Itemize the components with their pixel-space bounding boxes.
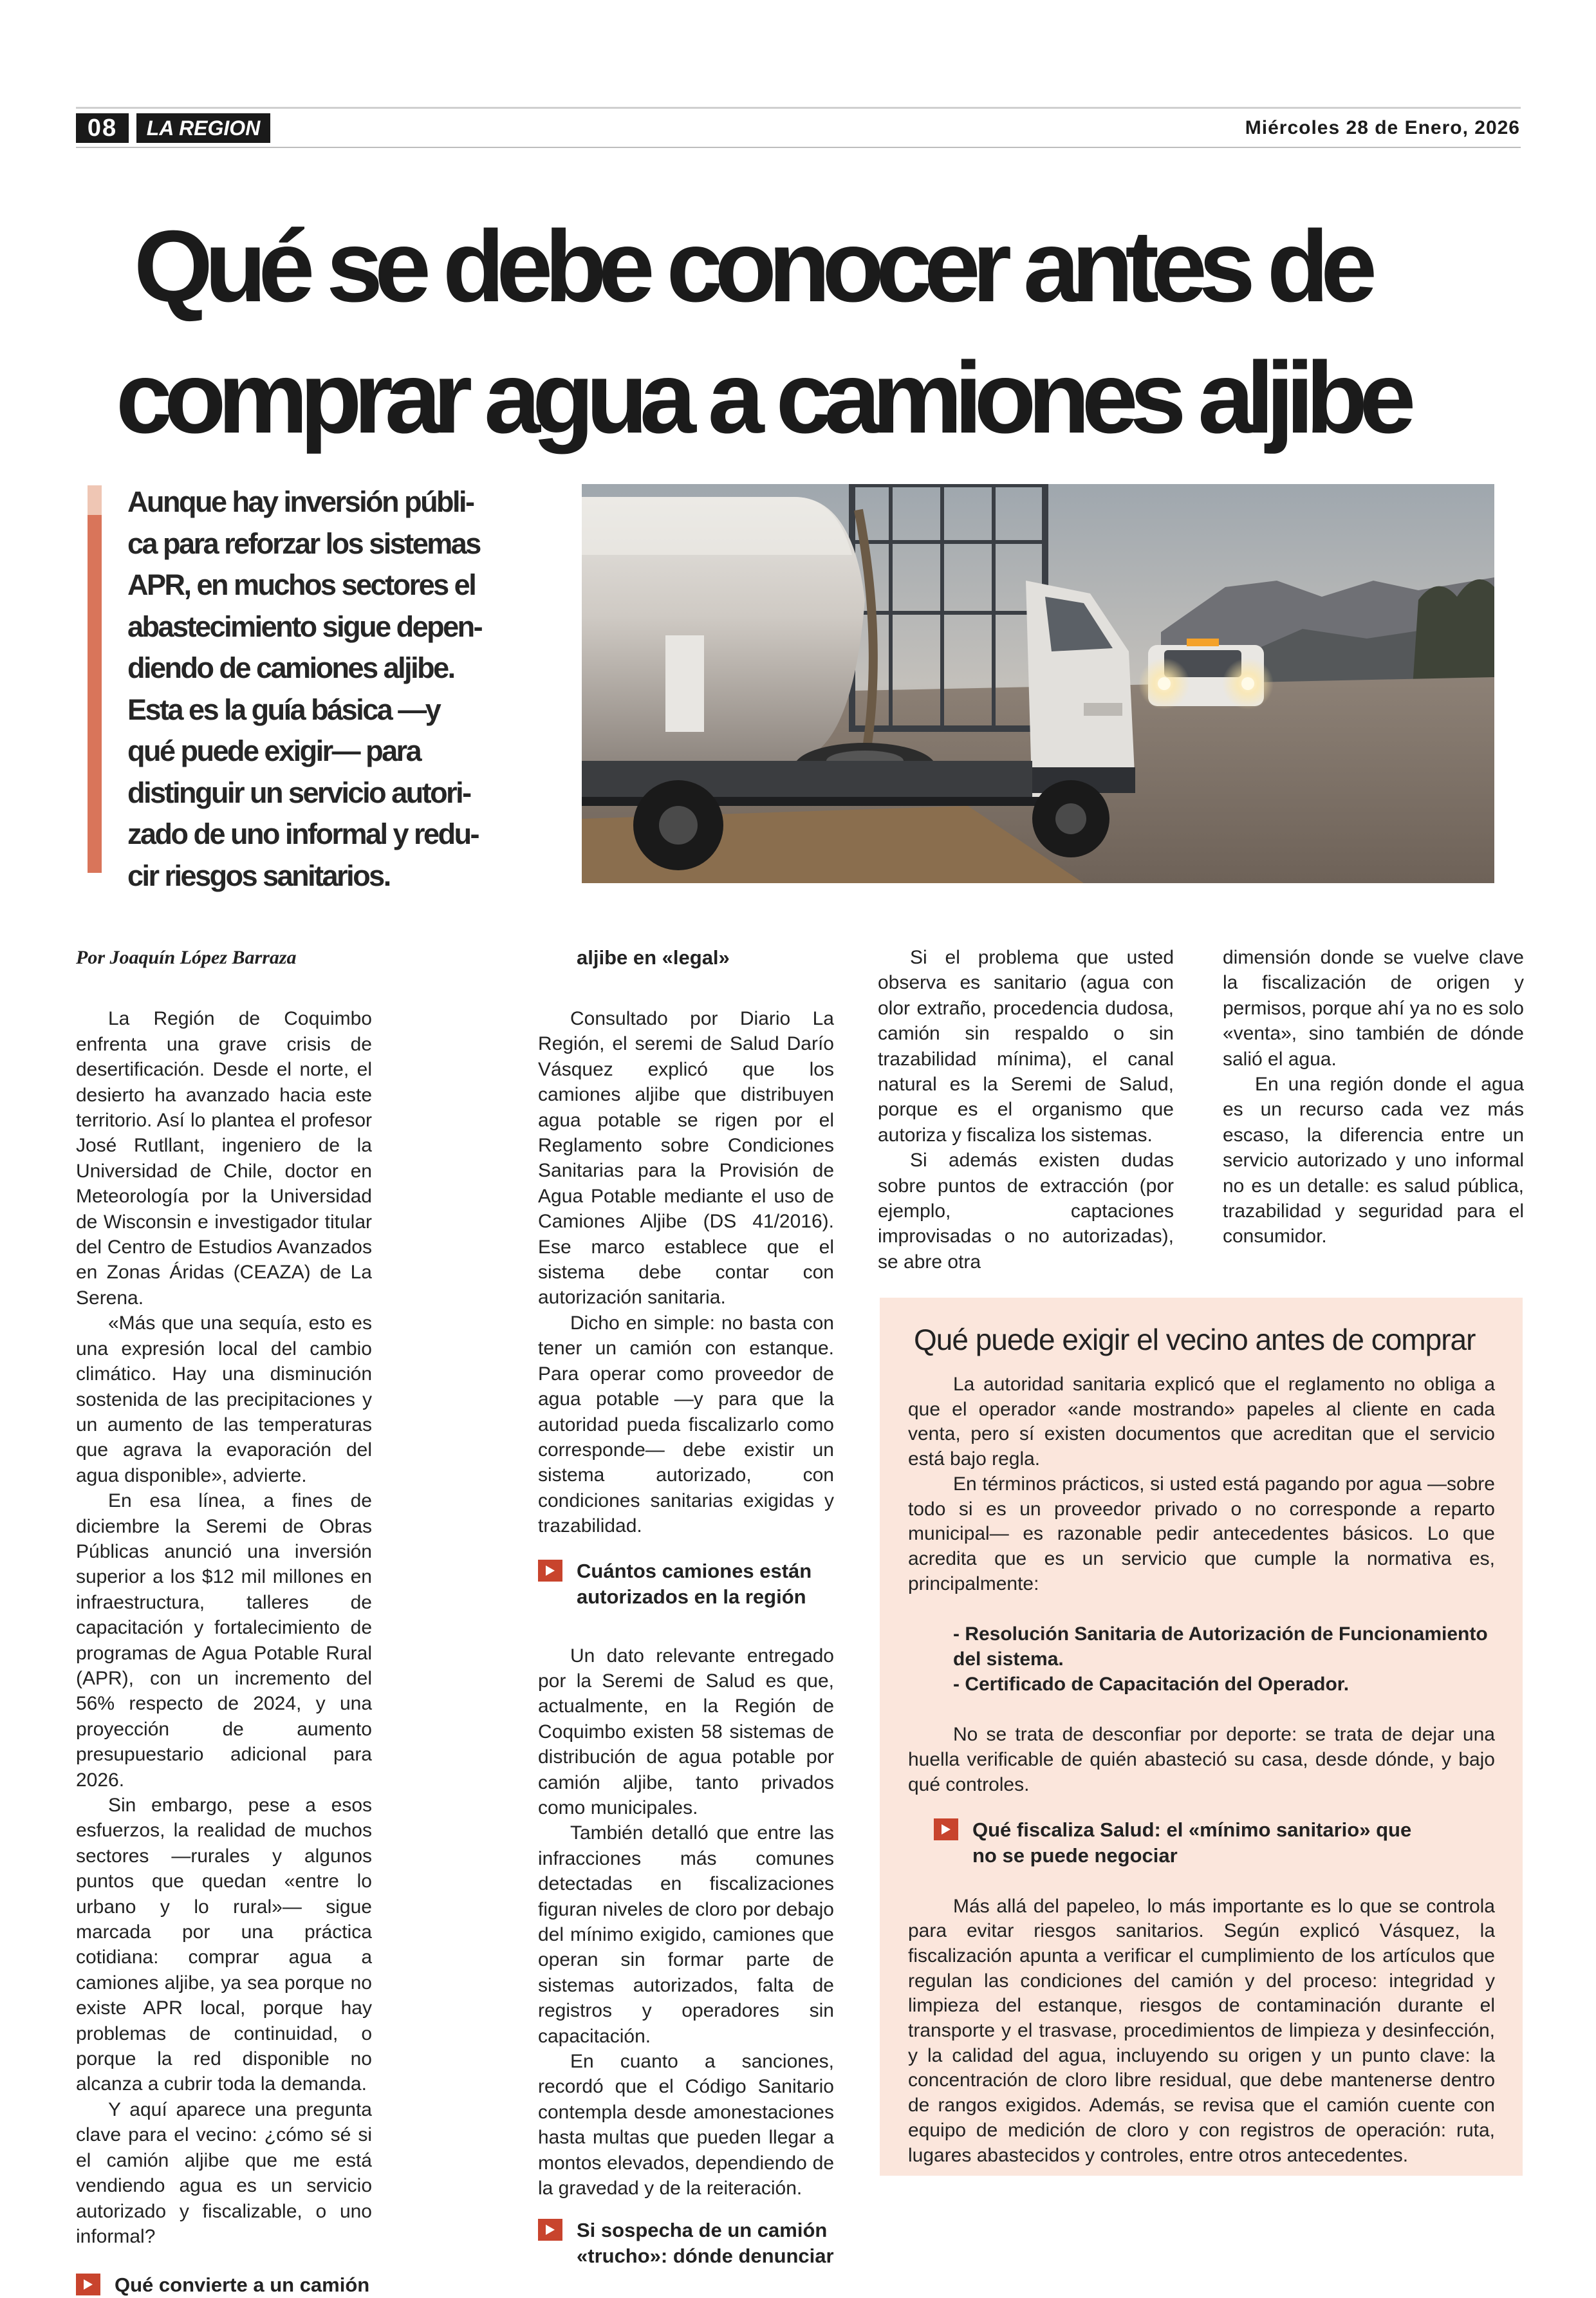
subhead-minimum-sanitary bbox=[934, 1817, 1423, 1869]
play-arrow-icon bbox=[538, 2219, 562, 2241]
subhead-text: Qué fiscaliza Salud: el «mínimo sanitario» que no se puede negociar bbox=[972, 1818, 1412, 1867]
body-paragraph: Sin embargo, pese a esos esfuerzos, la realidad de muchos sectores —rurales y algunos puntos que quedan «entre lo urbano y lo rural»— sigue marcada por una práctica cotidiana: comprar agua a camiones aljibe, ya sea porque no existe APR local, porque hay problemas de continuidad, o porque la red disponible no alcanza a cubrir toda la demanda. bbox=[76, 1795, 372, 2095]
lead-line: ca para reforzar los sistemas bbox=[127, 527, 480, 560]
subhead-where-to-report bbox=[538, 2218, 834, 2269]
masthead-logo: LA REGION bbox=[136, 113, 270, 143]
lead-line: Aunque hay inversión públi- bbox=[127, 485, 474, 518]
body-paragraph: En una región donde el agua es un recurso cada vez más escaso, la diferencia entre un servicio autorizado y uno informal no es un detalle: es salud pública, trazabilidad y seguridad para el consumidor. bbox=[1223, 1074, 1524, 1247]
requirement-item: - Certificado de Capacitación del Operador. bbox=[953, 1673, 1350, 1695]
subhead-text: Si sospecha de un camión «trucho»: dónde denunciar bbox=[577, 2219, 834, 2268]
article-title bbox=[116, 201, 1519, 463]
play-arrow-icon bbox=[538, 1560, 562, 1582]
play-arrow-icon bbox=[934, 1818, 958, 1840]
box-paragraph: En términos prácticos, si usted está pagando por agua —sobre todo si es un proveedor privado o no corresponde a reparto municipal— es razonable pedir antecedentes básicos. Lo que acredita que es un servicio que cumple la normativa es, principalmente: bbox=[908, 1473, 1495, 1594]
article-column-3 bbox=[878, 945, 1174, 1275]
lead-line: APR, en muchos sectores el bbox=[127, 568, 476, 601]
article-column-1 bbox=[76, 945, 372, 2298]
body-paragraph: También detalló que entre las infracciones más comunes detectadas en fiscalizaciones figuran niveles de cloro por debajo del mínimo exigido, camiones que operan sin formar parte de sistemas autorizados, falta de registros y operadores sin capacitación. bbox=[538, 1822, 834, 2047]
header-rule bbox=[76, 147, 1521, 148]
box-paragraph: Más allá del papeleo, lo más importante es lo que se controla para evitar riesgos sanitarios. Según explicó Vásquez, la fiscalización apunta a verificar el cumplimiento de los artículos que regulan las condiciones del camión y del proceso: integridad y limpieza del estanque, riesgos de contaminación durante el transporte y el trasvase, procedimientos de limpieza y desinfección, y la calidad del agua, incluyendo su origen y un punto clave: la concentración de cloro libre residual, que debe mantenerse dentro de rangos exigidos. Además, se revisa que el camión cuente con equipo de medición de cloro y con registros de operación: ruta, lugares abastecidos y controles, entre otros antecedentes. bbox=[908, 1895, 1495, 2166]
article-column-2 bbox=[538, 945, 834, 2269]
body-paragraph: En cuanto a sanciones, recordó que el Código Sanitario contempla desde amonestaciones hasta multas que pueden llegar a montos elevados, dependiendo de la gravedad y de la reiteración. bbox=[538, 2051, 834, 2200]
article-column-4 bbox=[1223, 945, 1524, 1249]
subhead-continued bbox=[538, 945, 834, 971]
article-title-line-1: Qué se debe conocer antes de bbox=[134, 210, 1369, 323]
body-paragraph: «Más que una sequía, esto es una expresión local del cambio climático. Hay una disminución sostenida de las precipitaciones y un aumento de las temperaturas que agrava la evaporación del agua disponible», advierte. bbox=[76, 1312, 372, 1486]
body-paragraph: Consultado por Diario La Región, el seremi de Salud Darío Vásquez explicó que los camiones aljibe que distribuyen agua potable se rigen por el Reglamento sobre Condiciones Sanitarias para la Provisión de Agua Potable mediante el uso de Camiones Aljibe (DS 41/2016). Ese marco establece que el sistema debe contar con autorización sanitaria. bbox=[538, 1008, 834, 1309]
lead-line: zado de uno informal y redu- bbox=[127, 817, 479, 850]
body-paragraph: La Región de Coquimbo enfrenta una grave crisis de desertificación. Desde el norte, el desierto ha avanzado hacia este territorio. Así lo plantea el profesor José Rutllant, ingeniero de la Universidad de Chile, doctor en Meteorología por la Universidad de Wisconsin e investigador titular del Centro de Estudios Avanzados en Zonas Áridas (CEAZA) de La Serena. bbox=[76, 1008, 372, 1309]
body-paragraph: Y aquí aparece una pregunta clave para el vecino: ¿cómo sé si el camión aljibe que me está vendiendo agua es un servicio autorizado y fiscalizable, o uno informal? bbox=[76, 2098, 372, 2247]
page-number: 08 bbox=[76, 113, 129, 143]
lead-line: diendo de camiones aljibe. bbox=[127, 651, 454, 684]
body-paragraph: Un dato relevante entregado por la Seremi de Salud es que, actualmente, en la Región de Coquimbo existen 58 sistemas de distribución de agua potable por camión aljibe, tanto privados como municipales. bbox=[538, 1645, 834, 1818]
lead-line: distinguir un servicio autori- bbox=[127, 776, 470, 809]
article-photo-tanker-truck bbox=[582, 484, 1494, 883]
article-title-line-2: comprar agua a camiones aljibe bbox=[116, 341, 1408, 454]
box-paragraph: No se trata de desconfiar por deporte: se trata de dejar una huella verificable de quién abasteció su casa, desde dónde, y bajo qué controles. bbox=[908, 1724, 1495, 1795]
sidebar-box-body bbox=[908, 1372, 1495, 2168]
lead-accent-bar-light bbox=[88, 485, 102, 515]
lead-accent-bar bbox=[88, 515, 102, 873]
subhead-legal-truck bbox=[76, 2272, 372, 2298]
requirement-item: - Resolución Sanitaria de Autorización de Funcionamiento del sistema. bbox=[953, 1623, 1488, 1670]
box-paragraph: La autoridad sanitaria explicó que el reglamento no obliga a que el operador «ande mostrando» papeles al cliente en cada venta, pero sí existen documentos que acreditan que el servicio está bajo regla. bbox=[908, 1374, 1495, 1470]
lead-line: qué puede exigir— para bbox=[127, 734, 421, 767]
body-paragraph: Si además existen dudas sobre puntos de extracción (por ejemplo, captaciones improvisadas o no autorizadas), se abre otra bbox=[878, 1150, 1174, 1273]
page-date: Miércoles 28 de Enero, 2026 bbox=[1245, 117, 1520, 138]
body-paragraph: Dicho en simple: no basta con tener un camión con estanque. Para operar como proveedor de agua potable —y para que la autoridad pueda fiscalizarlo como corresponde— debe existir un sistema autorizado, con condiciones sanitarias exigidas y trazabilidad. bbox=[538, 1312, 834, 1537]
body-paragraph: Si el problema que usted observa es sanitario (agua con olor extraño, procedencia dudosa, camión sin respaldo o sin trazabilidad mínima), el canal natural es la Seremi de Salud, porque es el organismo que autoriza y fiscaliza los sistemas. bbox=[878, 947, 1174, 1146]
lead-paragraph bbox=[127, 481, 520, 897]
subhead-text: Cuántos camiones están autorizados en la región bbox=[577, 1559, 812, 1608]
lead-line: cir riesgos sanitarios. bbox=[127, 859, 390, 892]
top-rule bbox=[76, 107, 1521, 109]
subhead-text: Qué convierte a un camión bbox=[115, 2274, 370, 2297]
play-arrow-icon bbox=[76, 2274, 100, 2295]
sidebar-box-title: Qué puede exigir el vecino antes de comprar bbox=[914, 1323, 1476, 1356]
lead-line: abastecimiento sigue depen- bbox=[127, 610, 482, 643]
lead-line: Esta es la guía básica —y bbox=[127, 693, 440, 726]
body-paragraph: En esa línea, a fines de diciembre la Seremi de Obras Públicas anunció una inversión superior a los $12 mil millones en infraestructura, talleres de capacitación y fortalecimiento de programas de Agua Potable Rural (APR), con un incremento del 56% respecto de 2024, y una proyección de aumento presupuestario adicional para 2026. bbox=[76, 1490, 372, 1791]
body-paragraph: dimensión donde se vuelve clave la fiscalización de origen y permisos, porque ahí ya no es solo «venta», sino también de dónde salió el agua. bbox=[1223, 947, 1524, 1070]
byline: Por Joaquín López Barraza bbox=[76, 947, 297, 968]
subhead-text: aljibe en «legal» bbox=[577, 946, 730, 969]
photo-illustration bbox=[582, 484, 1494, 883]
subhead-authorized-trucks bbox=[538, 1558, 834, 1610]
